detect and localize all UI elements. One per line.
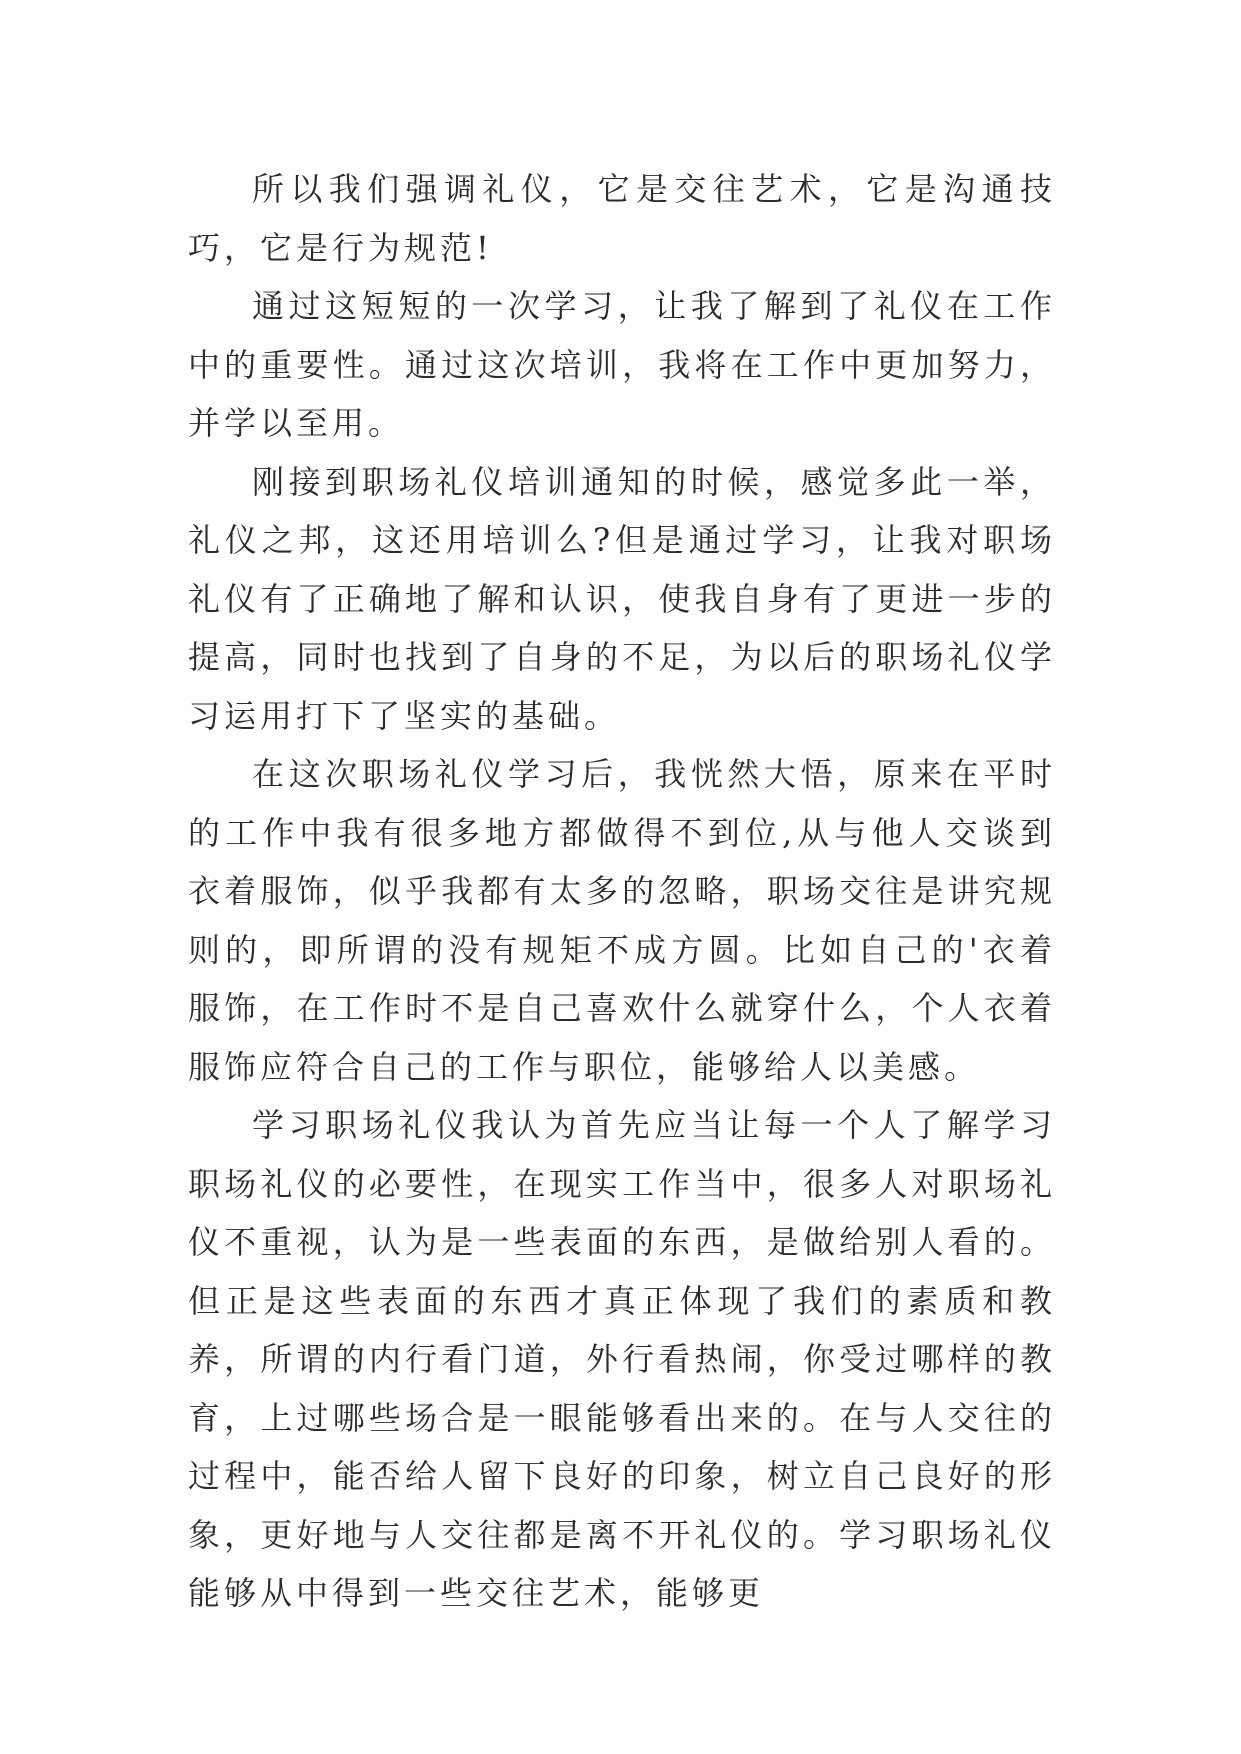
- paragraph-2: 通过这短短的一次学习，让我了解到了礼仪在工作中的重要性。通过这次培训，我将在工作中更加努力，并学以至用。: [188, 287, 1056, 442]
- paragraph-5: 学习职场礼仪我认为首先应当让每一个人了解学习职场礼仪的必要性，在现实工作当中，很多人对职场礼仪不重视，认为是一些表面的东西，是做给别人看的。但正是这些表面的东西才真正体现了我们的素质和教养，所谓的内行看门道，外行看热闹，你受过哪样的教育，上过哪些场合是一眼能够看出来的。在与人交往的过程中，能否给人留下良好的印象，树立自己良好的形象，更好地与人交往都是离不开礼仪的。学习职场礼仪能够从中得到一些交往艺术，能够更: [188, 1106, 1056, 1612]
- paragraph-3: 刚接到职场礼仪培训通知的时候，感觉多此一举，礼仪之邦，这还用培训么?但是通过学习，让我对职场礼仪有了正确地了解和认识，使我自身有了更进一步的提高，同时也找到了自身的不足，为以后的职场礼仪学习运用打下了坚实的基础。: [188, 462, 1056, 735]
- paragraph-1: 所以我们强调礼仪，它是交往艺术，它是沟通技巧，它是行为规范!: [188, 170, 1056, 267]
- document-body: [188, 160, 1056, 1623]
- paragraph-4: 在这次职场礼仪学习后，我恍然大悟，原来在平时的工作中我有很多地方都做得不到位,从与他人交谈到衣着服饰，似乎我都有太多的忽略，职场交往是讲究规则的，即所谓的没有规矩不成方圆。比如自己的'衣着服饰，在工作时不是自己喜欢什么就穿什么，个人衣着服饰应符合自己的工作与职位，能够给人以美感。: [188, 755, 1056, 1086]
